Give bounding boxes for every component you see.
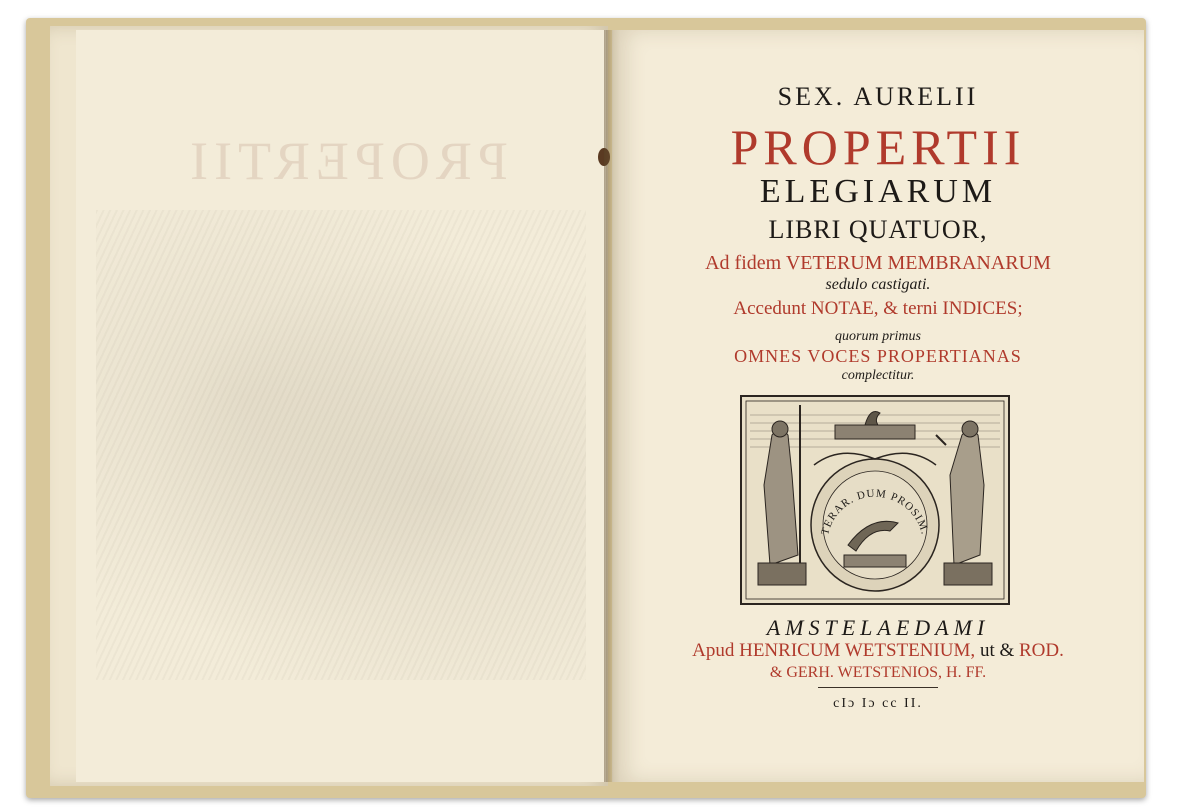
contents-note-2: quorum primus [835, 329, 921, 344]
imprint-publisher-line2: & GERH. WETSTENIOS, H. FF. [769, 664, 987, 681]
altar-top [835, 425, 915, 439]
contents-note-c: & terni [878, 298, 943, 319]
contents-note [612, 298, 1144, 320]
imprint-rule [818, 687, 938, 688]
contents-note-3: OMNES VOCES PROPERTIANAS [734, 346, 1022, 366]
whetstone [844, 555, 906, 567]
imprint-year: cIɔ Iɔ cc II. [833, 696, 923, 711]
printers-device-engraving [740, 395, 1010, 605]
edition-note-emphasis: VETERUM MEMBRANARUM [785, 252, 1051, 274]
contents-note-4: complectitur. [841, 368, 915, 383]
author-praenomen: SEX. AURELII [777, 82, 979, 111]
imprint-place: AMSTELAEDAMI [766, 615, 990, 640]
edition-note [612, 252, 1144, 275]
show-through-engraving [96, 210, 586, 680]
emblem-motto: TERAR. DUM PROSIM. [819, 487, 931, 537]
work-subtitle: LIBRI QUATUOR, [768, 215, 988, 244]
author-name: PROPERTII [730, 119, 1026, 175]
left-page [76, 30, 606, 782]
imprint-publisher-b: ut & [975, 640, 1019, 661]
contents-note-d: INDICES; [942, 298, 1023, 319]
edition-note-2: sedulo castigati. [825, 276, 931, 293]
show-through-title: PROPERTII [184, 131, 508, 191]
contents-note-b: NOTAE, [810, 298, 879, 319]
imprint-publisher-a: Apud HENRICUM WETSTENIUM, [692, 640, 976, 661]
imprint-publisher-c: ROD. [1019, 640, 1064, 661]
work-title: ELEGIARUM [759, 173, 997, 210]
imprint-publisher [612, 640, 1144, 662]
contents-note-a: Accedunt [733, 298, 811, 319]
edition-note-prefix: Ad fidem [705, 252, 786, 274]
